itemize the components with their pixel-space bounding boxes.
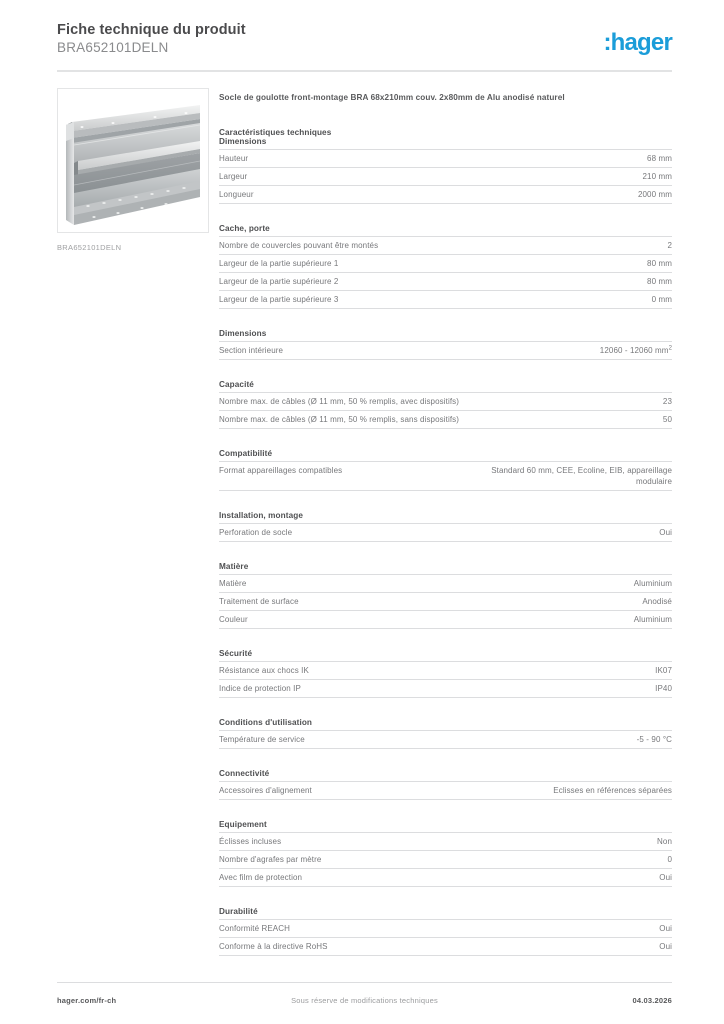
table-row	[219, 869, 672, 887]
spec-value: Anodisé	[642, 597, 672, 606]
table-row	[219, 291, 672, 309]
spec-label: Nombre d'agrafes par mètre	[219, 855, 322, 864]
table-row	[219, 593, 672, 611]
spec-label: Matière	[219, 579, 247, 588]
spec-value: 2	[667, 241, 672, 250]
spec-label: Traitement de surface	[219, 597, 299, 606]
spec-label: Avec film de protection	[219, 873, 303, 882]
table-row	[219, 611, 672, 629]
spec-group	[219, 329, 672, 360]
specifications-panel	[219, 92, 672, 956]
spec-value: 0	[667, 855, 672, 864]
spec-group	[219, 137, 672, 204]
spec-group	[219, 224, 672, 309]
spec-table	[219, 392, 672, 429]
spec-label: Hauteur	[219, 154, 249, 163]
spec-table	[219, 574, 672, 629]
table-row	[219, 938, 672, 956]
header-divider	[57, 70, 672, 72]
spec-group-title: Connectivité	[219, 769, 270, 778]
spec-label: Perforation de socle	[219, 528, 293, 537]
spec-table	[219, 236, 672, 309]
spec-value: 0 mm	[651, 295, 672, 304]
table-row	[219, 411, 672, 429]
spec-value: Aluminium	[633, 579, 672, 588]
spec-table	[219, 341, 672, 360]
spec-table	[219, 832, 672, 887]
spec-group	[219, 769, 672, 800]
spec-value: 80 mm	[647, 259, 672, 268]
spec-value: Oui	[659, 942, 672, 951]
footer-disclaimer: Sous réserve de modifications techniques	[291, 996, 438, 1005]
spec-group-title: Dimensions	[219, 329, 267, 338]
spec-value-superscript: 2	[668, 345, 672, 352]
spec-label: Conforme à la directive RoHS	[219, 942, 328, 951]
spec-table	[219, 461, 672, 491]
spec-label: Longueur	[219, 190, 254, 199]
spec-value: 23	[662, 397, 672, 406]
spec-group-title: Installation, montage	[219, 511, 303, 520]
spec-value	[482, 342, 672, 360]
spec-value: Non	[657, 837, 672, 846]
spec-label: Format appareillages compatibles	[219, 466, 343, 475]
table-row	[219, 575, 672, 593]
table-row	[219, 255, 672, 273]
page-title: Fiche technique du produit	[57, 22, 246, 38]
spec-label: Indice de protection IP	[219, 684, 301, 693]
page-footer	[57, 996, 672, 1010]
hager-logo: :hager	[603, 29, 672, 56]
spec-group-title: Capacité	[219, 380, 254, 389]
spec-table	[219, 149, 672, 204]
spec-group-title: Conditions d'utilisation	[219, 718, 313, 727]
footer-website-link[interactable]: hager.com/fr-ch	[57, 996, 117, 1005]
spec-label: Largeur de la partie supérieure 1	[219, 259, 339, 268]
table-row	[219, 833, 672, 851]
spec-value: Eclisses en références séparées	[553, 786, 672, 795]
product-image-frame	[57, 88, 209, 233]
product-description: Socle de goulotte front-montage BRA 68x210mm couv. 2x80mm de Alu anodisé naturel	[219, 93, 565, 102]
spec-label: Largeur de la partie supérieure 3	[219, 295, 339, 304]
spec-group	[219, 562, 672, 629]
spec-value: 2000 mm	[637, 190, 672, 199]
spec-value: Oui	[659, 924, 672, 933]
spec-group	[219, 718, 672, 749]
spec-value: -5 - 90 °C	[636, 735, 672, 744]
spec-value: Aluminium	[633, 615, 672, 624]
table-row	[219, 150, 672, 168]
spec-value: 80 mm	[647, 277, 672, 286]
table-row	[219, 920, 672, 938]
spec-group-title: Dimensions	[219, 137, 267, 146]
spec-table	[219, 730, 672, 749]
table-row	[219, 662, 672, 680]
spec-table	[219, 919, 672, 956]
spec-group-title: Sécurité	[219, 649, 253, 658]
spec-group-title: Cache, porte	[219, 224, 270, 233]
spec-group	[219, 820, 672, 887]
spec-value: Oui	[659, 528, 672, 537]
footer-divider	[57, 982, 672, 983]
spec-label: Largeur de la partie supérieure 2	[219, 277, 339, 286]
spec-label: Éclisses incluses	[219, 837, 282, 846]
spec-value: Standard 60 mm, CEE, Ecoline, EIB, appareillage modulaire	[491, 466, 672, 486]
spec-label: Nombre max. de câbles (Ø 11 mm, 50 % remplis, sans dispositifs)	[219, 415, 460, 424]
table-row	[219, 462, 672, 491]
table-row	[219, 273, 672, 291]
spec-group-title: Equipement	[219, 820, 267, 829]
spec-label: Conformité REACH	[219, 924, 290, 933]
table-row	[219, 782, 672, 800]
spec-label: Nombre max. de câbles (Ø 11 mm, 50 % remplis, avec dispositifs)	[219, 397, 460, 406]
product-reference-subtitle: BRA652101DELN	[57, 40, 169, 55]
table-row	[219, 851, 672, 869]
spec-value-text: 12060 - 12060 mm	[599, 346, 669, 355]
aluminium-trunking-profile-image	[58, 89, 209, 232]
table-row	[219, 680, 672, 698]
spec-group	[219, 907, 672, 956]
spec-group	[219, 649, 672, 698]
spec-group	[219, 449, 672, 491]
spec-groups	[219, 137, 672, 956]
spec-group-title: Matière	[219, 562, 249, 571]
spec-label: Largeur	[219, 172, 248, 181]
spec-label: Température de service	[219, 735, 305, 744]
table-row	[219, 524, 672, 542]
spec-group	[219, 511, 672, 542]
table-row	[219, 342, 672, 360]
spec-value: Oui	[659, 873, 672, 882]
table-row	[219, 168, 672, 186]
spec-table	[219, 661, 672, 698]
product-figure	[57, 88, 209, 253]
spec-label: Résistance aux chocs IK	[219, 666, 309, 675]
product-image-caption: BRA652101DELN	[57, 243, 122, 252]
spec-table	[219, 523, 672, 542]
spec-label: Accessoires d'alignement	[219, 786, 312, 795]
spec-label: Nombre de couvercles pouvant être montés	[219, 241, 379, 250]
spec-group-title: Durabilité	[219, 907, 258, 916]
spec-value: IK07	[655, 666, 672, 675]
page-header	[57, 22, 672, 68]
spec-label: Couleur	[219, 615, 248, 624]
spec-value: 50	[662, 415, 672, 424]
spec-table	[219, 781, 672, 800]
spec-group	[219, 380, 672, 429]
spec-value: IP40	[655, 684, 672, 693]
table-row	[219, 731, 672, 749]
table-row	[219, 237, 672, 255]
technical-characteristics-heading: Caractéristiques techniques	[219, 128, 332, 137]
footer-date: 04.03.2026	[632, 996, 672, 1005]
table-row	[219, 393, 672, 411]
spec-value: 210 mm	[642, 172, 672, 181]
spec-value: 68 mm	[647, 154, 672, 163]
table-row	[219, 186, 672, 204]
spec-label: Section intérieure	[219, 346, 284, 355]
spec-group-title: Compatibilité	[219, 449, 273, 458]
